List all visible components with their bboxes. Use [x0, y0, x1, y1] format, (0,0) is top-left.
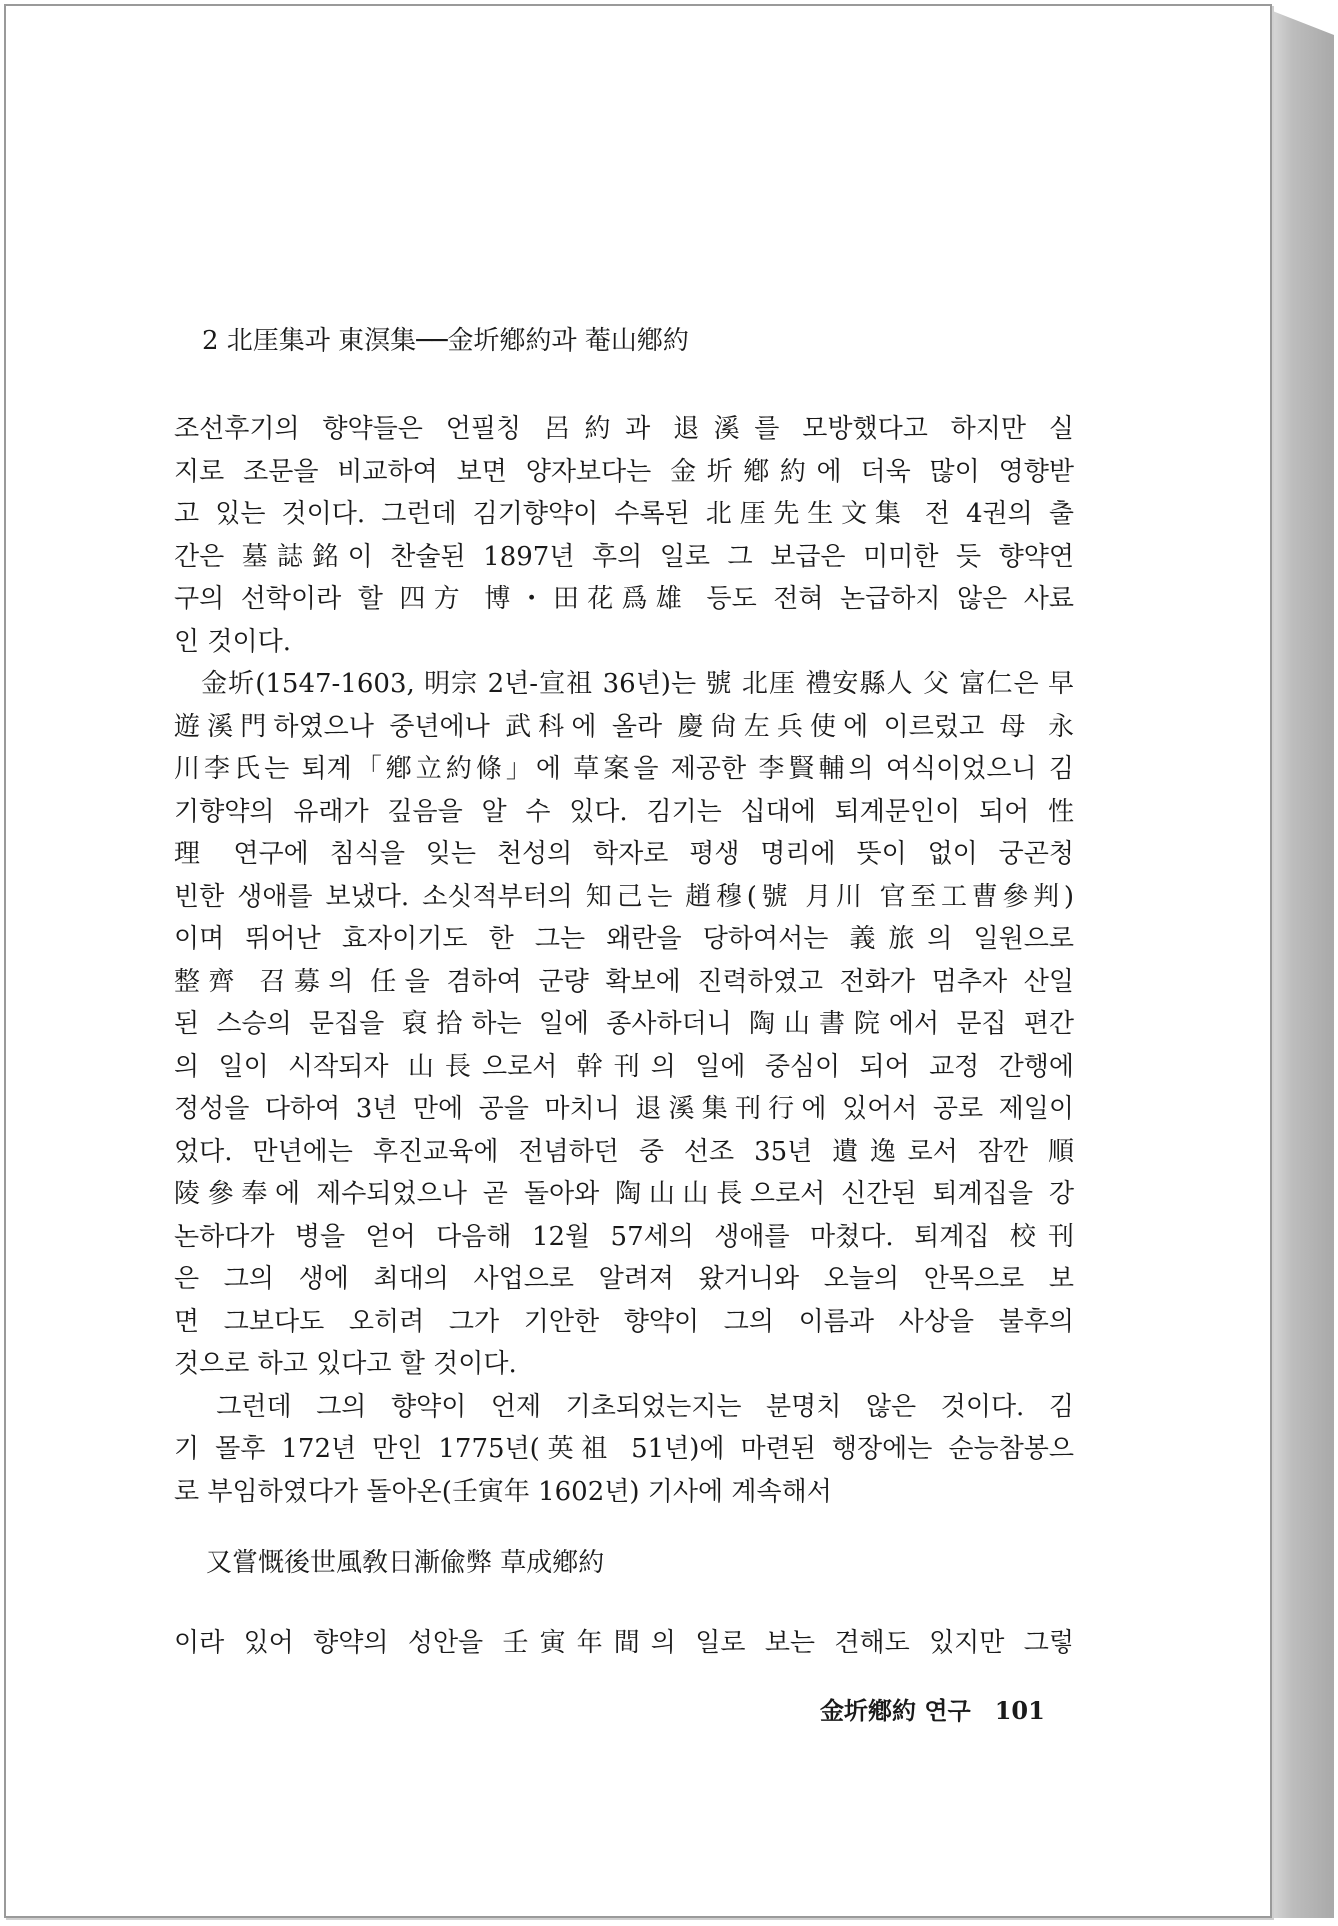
body-line: 지로 조문을 비교하여 보면 양자보다는 金圻鄕約에 더욱 많이 영향받: [174, 456, 1074, 487]
page-edge: [1270, 10, 1334, 1918]
body-line: 조선후기의 향약들은 언필칭 呂約과 退溪를 모방했다고 하지만 실: [174, 414, 1074, 444]
body-line: 간은 墓誌銘이 찬술된 1897년 후의 일로 그 보급은 미미한 듯 향약연: [174, 541, 1074, 572]
body-text: [174, 408, 1074, 1513]
running-title: 金圻鄕約 연구: [820, 1696, 971, 1725]
body-line: 整齊 召募의 任을 겸하여 군량 확보에 진력하였고 전화가 멈추자 산일: [174, 966, 1074, 997]
body-line: 인 것이다.: [174, 626, 291, 657]
body-line: 川李氏는 퇴계「鄕立約條」에 草案을 제공한 李賢輔의 여식이었으니 김: [174, 754, 1074, 784]
body-line: 陵參奉에 제수되었으나 곧 돌아와 陶山山長으로서 신간된 퇴계집을 강: [174, 1179, 1074, 1209]
body-line: 구의 선학이라 할 四方 博・田花爲雄 등도 전혀 논급하지 않은 사료: [174, 584, 1074, 614]
body-line: 빈한 생애를 보냈다. 소싯적부터의 知己는 趙穆(號 月川 官至工曹參判): [174, 881, 1074, 912]
body-line: 된 스승의 문집을 裒拾하는 일에 종사하더니 陶山書院에서 문집 편간: [174, 1009, 1074, 1039]
body-line-after-quote: 이라 있어 향약의 성안을 壬寅年間의 일로 보는 견해도 있지만 그렇: [174, 1628, 1074, 1658]
body-line: 로 부임하였다가 돌아온(壬寅年 1602년) 기사에 계속해서: [174, 1476, 832, 1507]
section-heading: 2 北厓集과 東溟集──金圻鄕約과 菴山鄕約: [202, 326, 689, 356]
body-line: 논하다가 병을 얻어 다음해 12월 57세의 생애를 마쳤다. 퇴계집 校刊: [174, 1221, 1074, 1252]
body-line: 기 몰후 172년 만인 1775년(英祖 51년)에 마련된 행장에는 순능참봉으: [174, 1434, 1074, 1464]
body-line: 고 있는 것이다. 그런데 김기향약이 수록된 北厓先生文集 전 4권의 출: [174, 499, 1074, 529]
body-line: 면 그보다도 오히려 그가 기안한 향약이 그의 이름과 사상을 불후의: [174, 1306, 1074, 1337]
body-line: 것으로 하고 있다고 할 것이다.: [174, 1349, 517, 1379]
body-line: 이며 뛰어난 효자이기도 한 그는 왜란을 당하여서는 義旅의 일원으로: [174, 924, 1074, 954]
block-quote: 又嘗慨後世風敎日漸偸弊 草成鄕約: [206, 1548, 605, 1578]
body-line: 理 연구에 침식을 잊는 천성의 학자로 평생 명리에 뜻이 없이 궁곤청: [174, 839, 1074, 869]
book-page: [4, 4, 1272, 1918]
body-line: 遊溪門하였으나 중년에나 武科에 올라 慶尙左兵使에 이르렀고 母 永: [174, 711, 1074, 742]
page-number: 101: [994, 1696, 1045, 1725]
body-line: 金圻(1547-1603, 明宗 2년-宣祖 36년)는 號 北厓 禮安縣人 父 富仁은 早: [174, 669, 1074, 699]
page-footer: [820, 1695, 1045, 1727]
body-line: 의 일이 시작되자 山長으로서 幹刊의 일에 중심이 되어 교정 간행에: [174, 1051, 1074, 1082]
body-line: 그런데 그의 향약이 언제 기초되었는지는 분명치 않은 것이다. 김: [174, 1391, 1074, 1422]
body-line: 정성을 다하여 3년 만에 공을 마치니 退溪集刊行에 있어서 공로 제일이: [174, 1094, 1074, 1124]
body-line: 은 그의 생에 최대의 사업으로 알려져 왔거니와 오늘의 안목으로 보: [174, 1264, 1074, 1294]
body-line: 기향약의 유래가 깊음을 알 수 있다. 김기는 십대에 퇴계문인이 되어 性: [174, 796, 1074, 827]
body-line: 었다. 만년에는 후진교육에 전념하던 중 선조 35년 遺逸로서 잠깐 順: [174, 1136, 1074, 1167]
